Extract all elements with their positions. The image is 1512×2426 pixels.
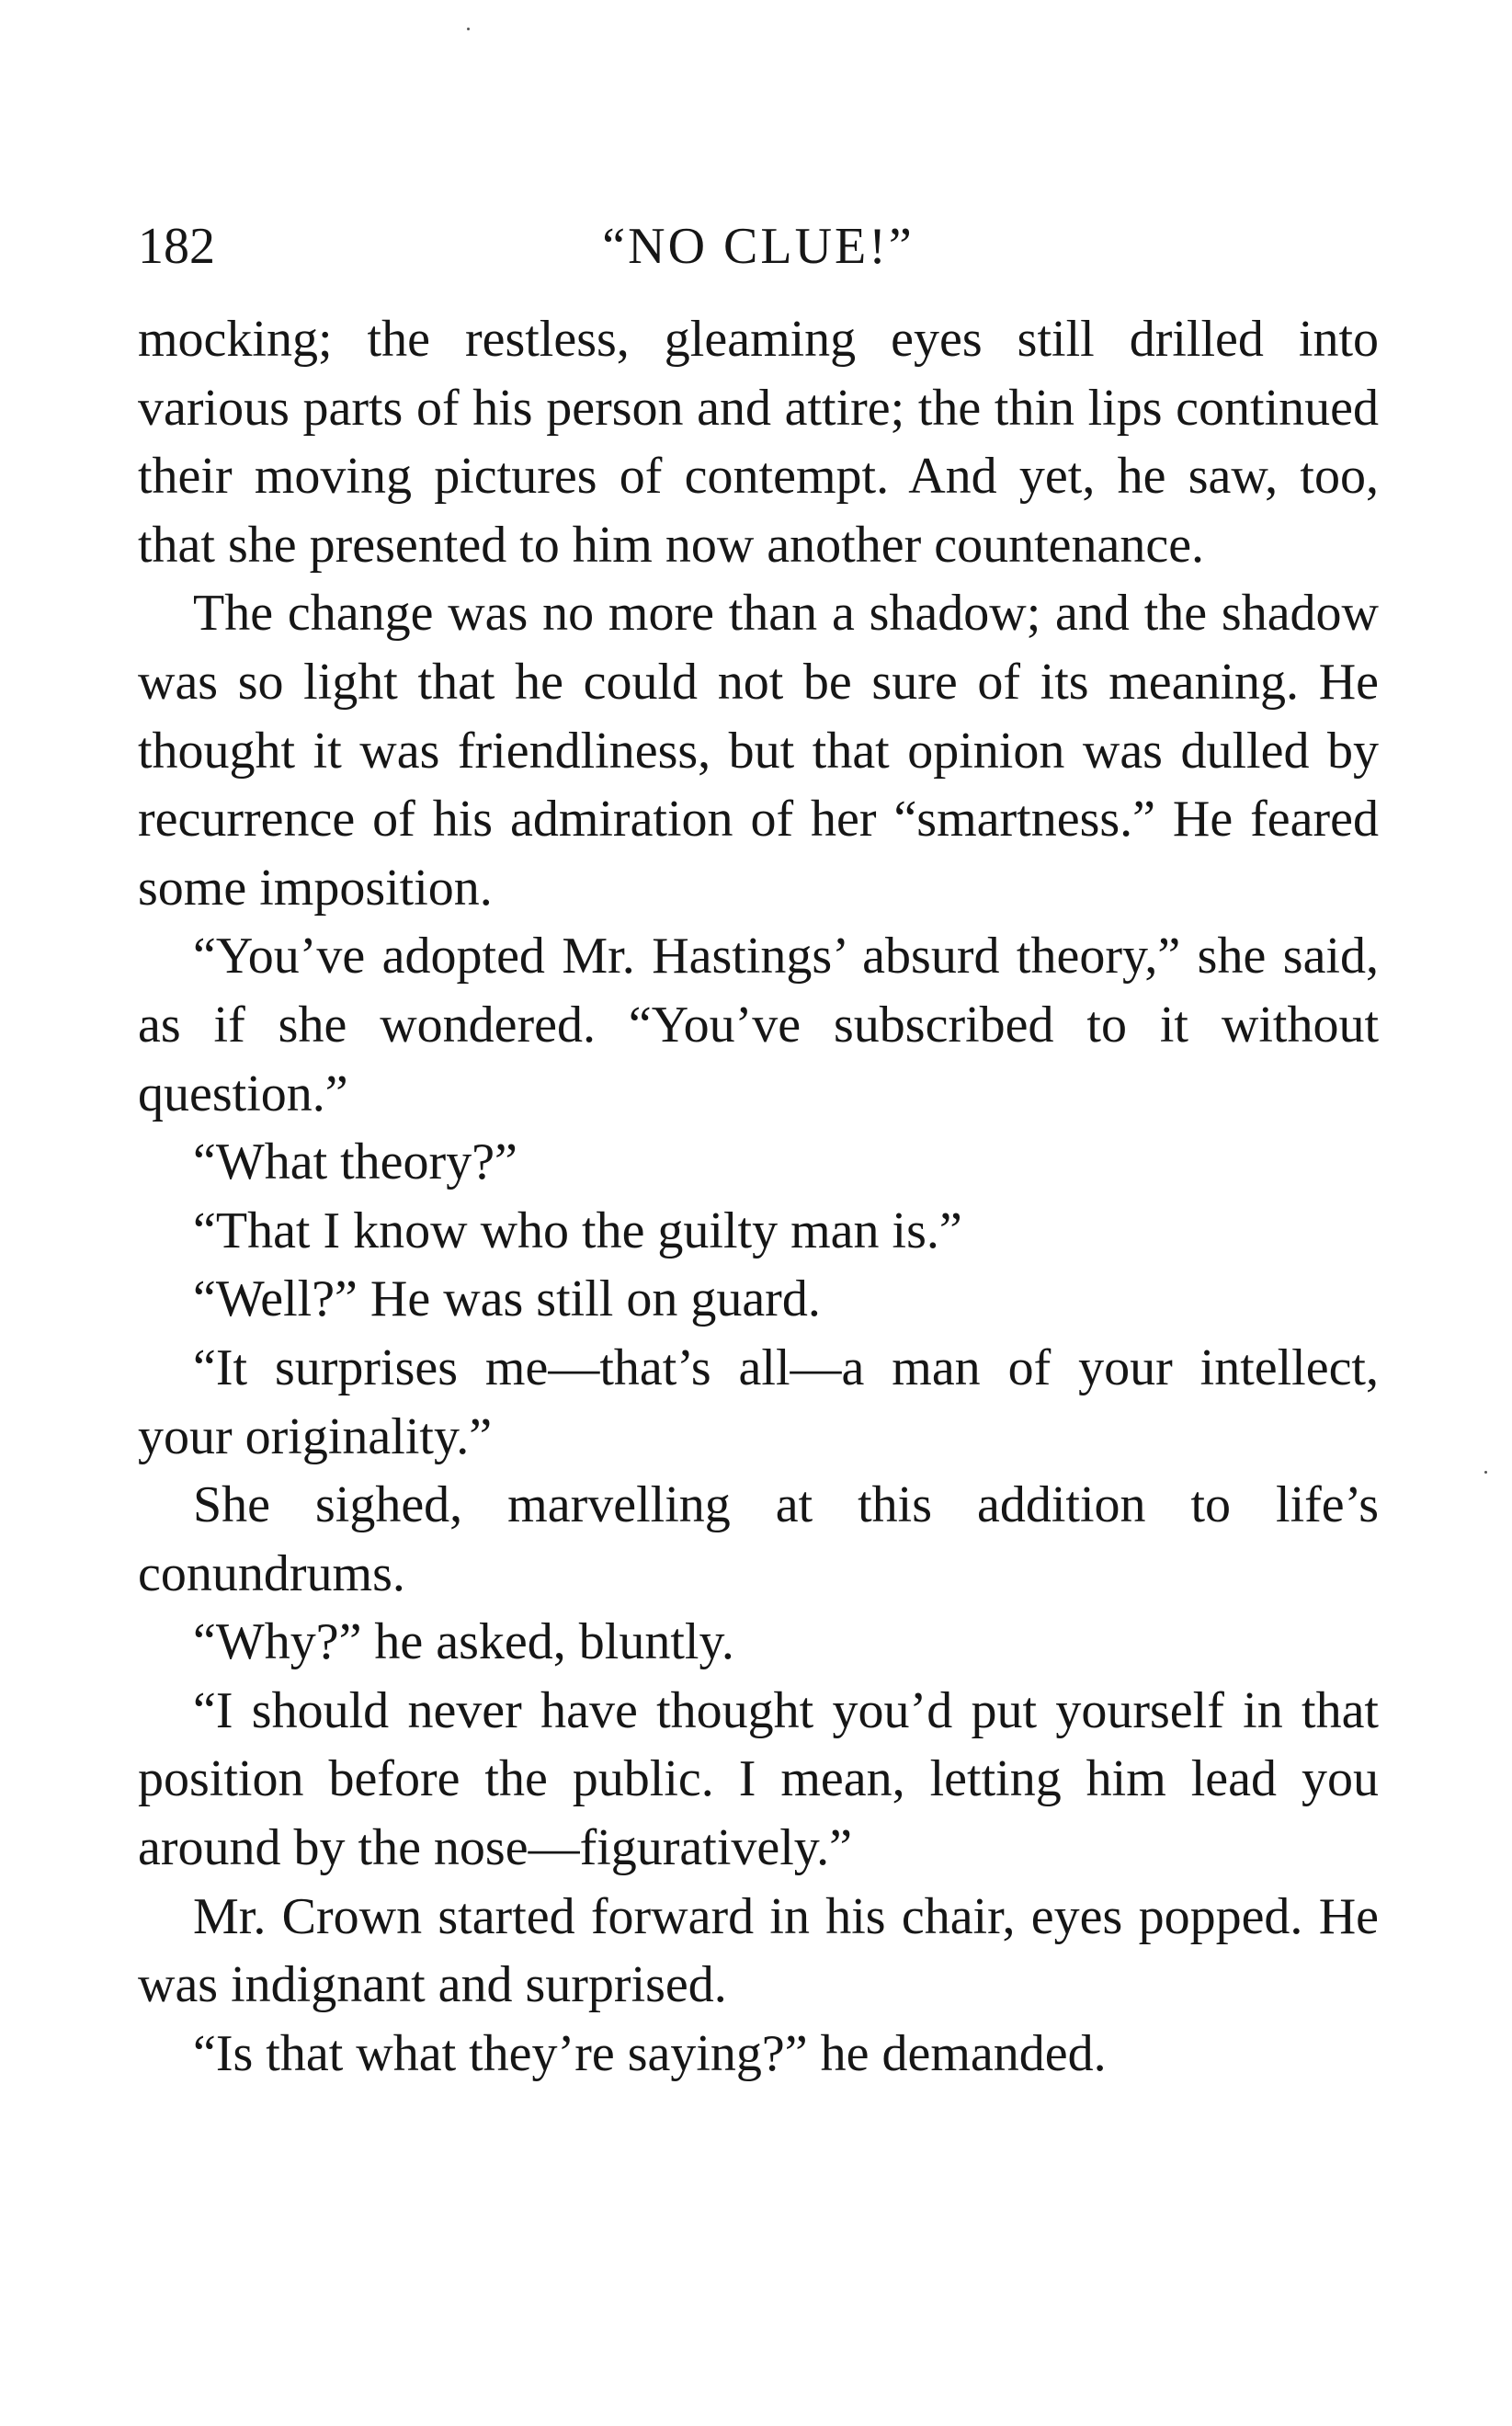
paragraph: “You’ve adopted Mr. Hastings’ absurd theory,” she said, as if she wondered. “You’ve subscribed to it without question.” <box>138 928 1379 1122</box>
paragraph: Mr. Crown started forward in his chair, eyes popped. He was indignant and surprised. <box>138 1887 1379 2014</box>
paragraph: “Is that what they’re saying?” he demanded. <box>193 2024 1107 2082</box>
paragraph: “That I know who the guilty man is.” <box>193 1202 962 1259</box>
paper-speck <box>1484 1471 1487 1474</box>
paragraph: “I should never have thought you’d put yourself in that position before the public. I mean, letting him lead you around by the nose—figuratively.” <box>138 1681 1379 1877</box>
paragraph: The change was no more than a shadow; and the shadow was so light that he could not be sure of its meaning. He thought it was friendliness, but that opinion was dulled by recurrence of his admiration of her “smartness.” He feared some imposition. <box>138 585 1379 917</box>
paragraph: mocking; the restless, gleaming eyes still drilled into various parts of his person and attire; the thin lips continued their moving pictures of contempt. And yet, he saw, too, that she presented to him now another countenance. <box>138 311 1379 574</box>
paragraph: She sighed, marvelling at this addition to life’s conundrums. <box>138 1476 1379 1602</box>
paragraph: “It surprises me—that’s all—a man of your intellect, your originality.” <box>138 1338 1379 1465</box>
body-text <box>138 305 1379 2088</box>
paper-speck <box>467 28 470 30</box>
page-number: 182 <box>138 218 215 275</box>
paragraph: “Well?” He was still on guard. <box>193 1270 821 1328</box>
paragraph: “Why?” he asked, bluntly. <box>193 1613 734 1671</box>
paragraph: “What theory?” <box>193 1133 517 1191</box>
page-header <box>138 210 1379 283</box>
running-title: “NO CLUE!” <box>602 218 915 275</box>
